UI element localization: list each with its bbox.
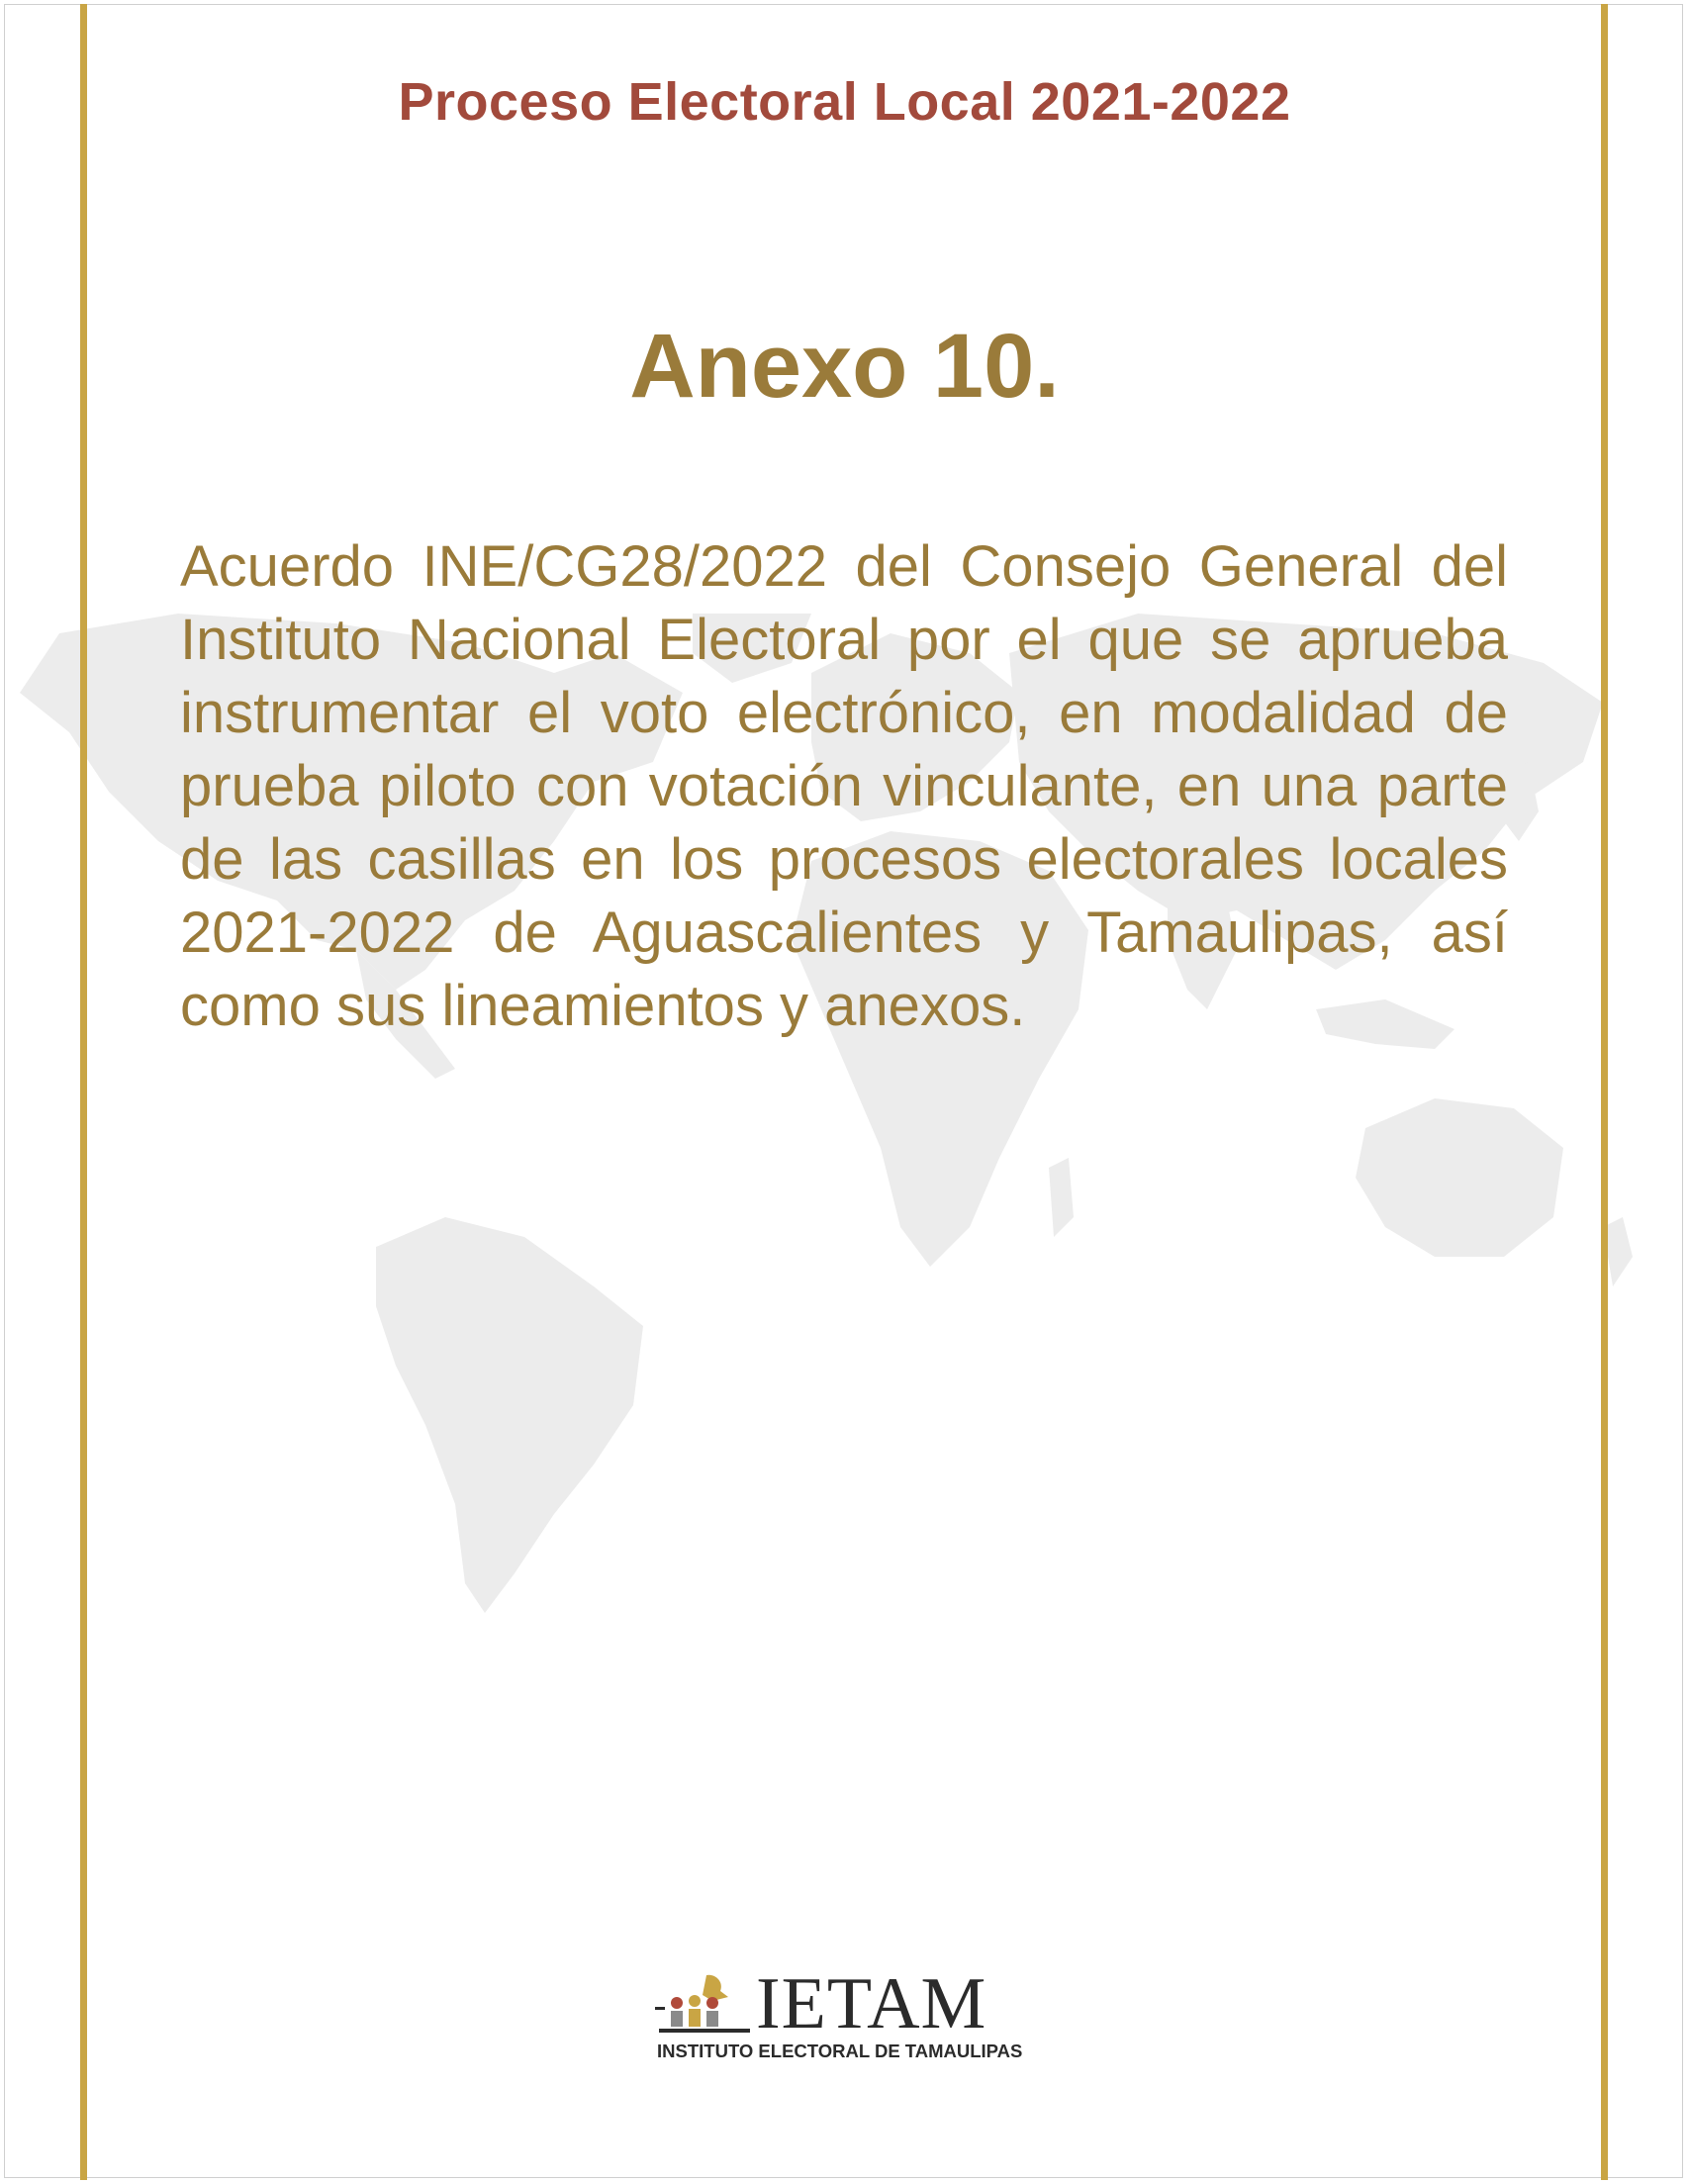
annex-description: Acuerdo INE/CG28/2022 del Consejo General del Instituto Nacional Electoral por el que se aprueba instrumentar el voto electrónico, en modalidad de prueba piloto con votación vinculante, en una parte de las casillas en los procesos electorales locales 2021-2022 de Aguascalientes y Tamaulipas, así como sus lineamientos y anexos. — [180, 534, 1508, 1038]
ietam-logo — [655, 1963, 1037, 2066]
madagascar-shape — [1049, 1158, 1074, 1237]
annex-title: Anexo 10. — [629, 316, 1060, 417]
south-america-shape — [376, 1217, 643, 1613]
logo-wordmark: IETAM — [756, 1963, 987, 2044]
australia-shape — [1356, 1098, 1563, 1257]
logo-subtitle: INSTITUTO ELECTORAL DE TAMAULIPAS — [657, 2041, 1023, 2061]
ballot-box-icon — [655, 1973, 754, 2035]
document-header: Proceso Electoral Local 2021-2022 — [398, 72, 1291, 132]
